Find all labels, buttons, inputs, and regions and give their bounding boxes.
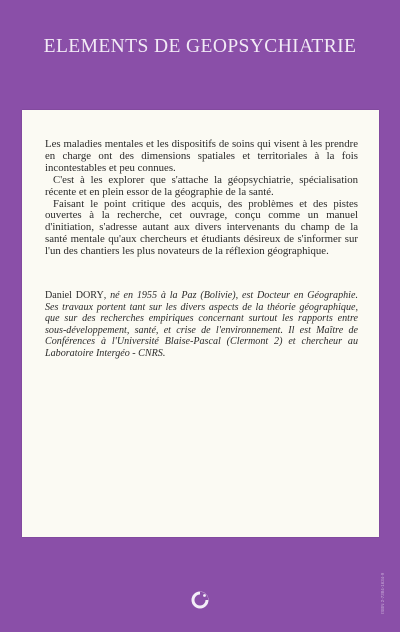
publisher-logo-icon [190, 590, 210, 610]
author-bio [45, 290, 358, 360]
book-title: ELEMENTS DE GEOPSYCHIATRIE [43, 36, 357, 57]
isbn-code: ISBN 2-7384-1634-9 [380, 572, 385, 614]
author-bio-text: , né en 1955 à la Paz (Bolivie), est Docteur en Géographie. Ses travaux portent tant sur les divers aspects de la théorie géographique, que sur des recherches empiriques concernant surtout les rapports entre sous-développement, santé, et crise de l'environnement. Il est Maître de Conférences à l'Université Blaise-Pascal (Clermont 2) et chercheur au Laboratoire Intergéo - CNRS. [45, 290, 358, 359]
summary-paragraph-1: Les maladies mentales et les dispositifs de soins qui visent à les prendre en charge ont des dimensions spatiales et territoriales à la fois incontestables et peu connues. [45, 138, 358, 174]
book-summary [45, 139, 358, 258]
author-name: Daniel DORY [45, 290, 104, 301]
summary-paragraph-3: Faisant le point critique des acquis, des problèmes et des pistes ouvertes à la recherche, cet ouvrage, conçu comme un manuel d'initiation, s'adresse autant aux divers intervenants du champ de la santé mentale qu'aux chercheurs et étudiants désireux de s'informer sur l'un des chantiers les plus novateurs de la réflexion géographique. [45, 197, 358, 258]
summary-paragraph-2: C'est à les explorer que s'attache la géopsychiatrie, spécialisation récente et en plein essor de la géographie de la santé. [45, 173, 358, 198]
back-cover-text-panel [22, 110, 379, 537]
